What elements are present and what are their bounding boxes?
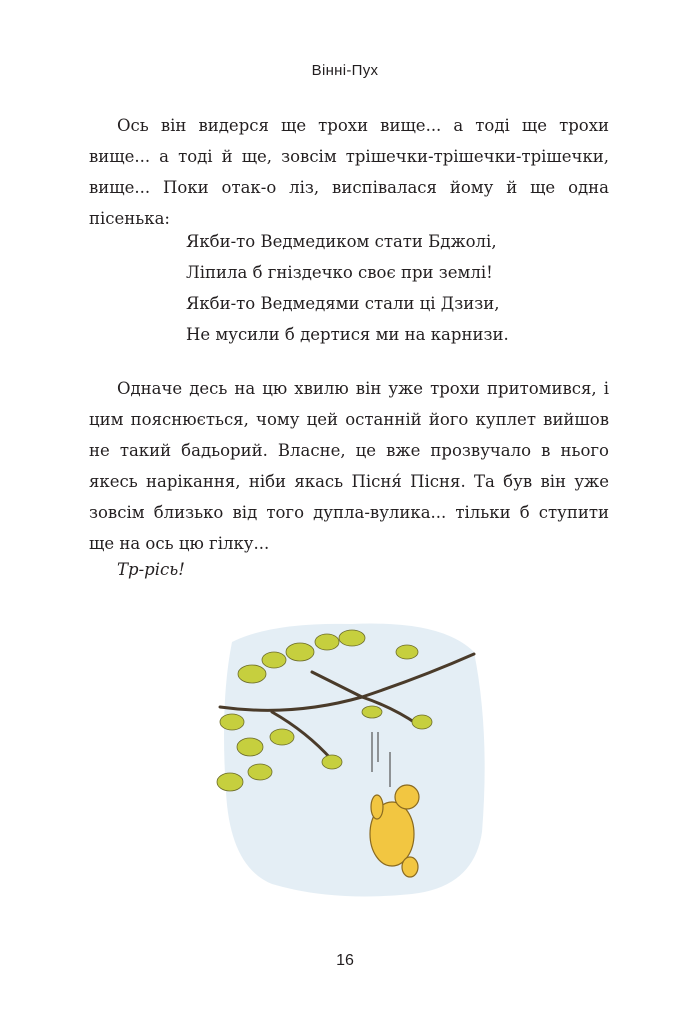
page-number: 16 <box>336 952 354 969</box>
poem-line-2: Ліпила б гніздечко своє при землі! <box>186 263 493 282</box>
paragraph-2 <box>89 373 609 559</box>
poem-line-3: Якби-то Ведмедями стали ці Дзизи, <box>186 294 500 313</box>
paragraph-2-text: Одначе десь на цю хвилю він уже трохи притомився, і цим пояснюється, чому цей останній його куплет вийшов не такий бадьорий. Власне, це вже прозвучало в нього якесь нарікання, ніби якась Пісня́ Пісня. Та був він уже зовсім близько від того дупла-вулика... тільки б ступити ще на ось цю гілку... <box>89 379 609 553</box>
poem <box>186 226 509 350</box>
poem-line-4: Не мусили б дертися ми на карнизи. <box>186 325 509 344</box>
running-header: Вінні-Пух <box>311 62 379 79</box>
poem-line-1: Якби-то Ведмедиком стати Бджолі, <box>186 232 497 251</box>
paragraph-1 <box>89 110 609 234</box>
illustration-falling-bear <box>212 612 492 902</box>
exclamation: Тр-рісь! <box>117 560 185 579</box>
paragraph-1-text: Ось він видерся ще трохи вище... а тоді ще трохи вище... а тоді й ще, зовсім трішечки-трішечки-трішечки, вище... Поки отак-о ліз, виспівалася йому й ще одна пісенька: <box>89 116 609 228</box>
